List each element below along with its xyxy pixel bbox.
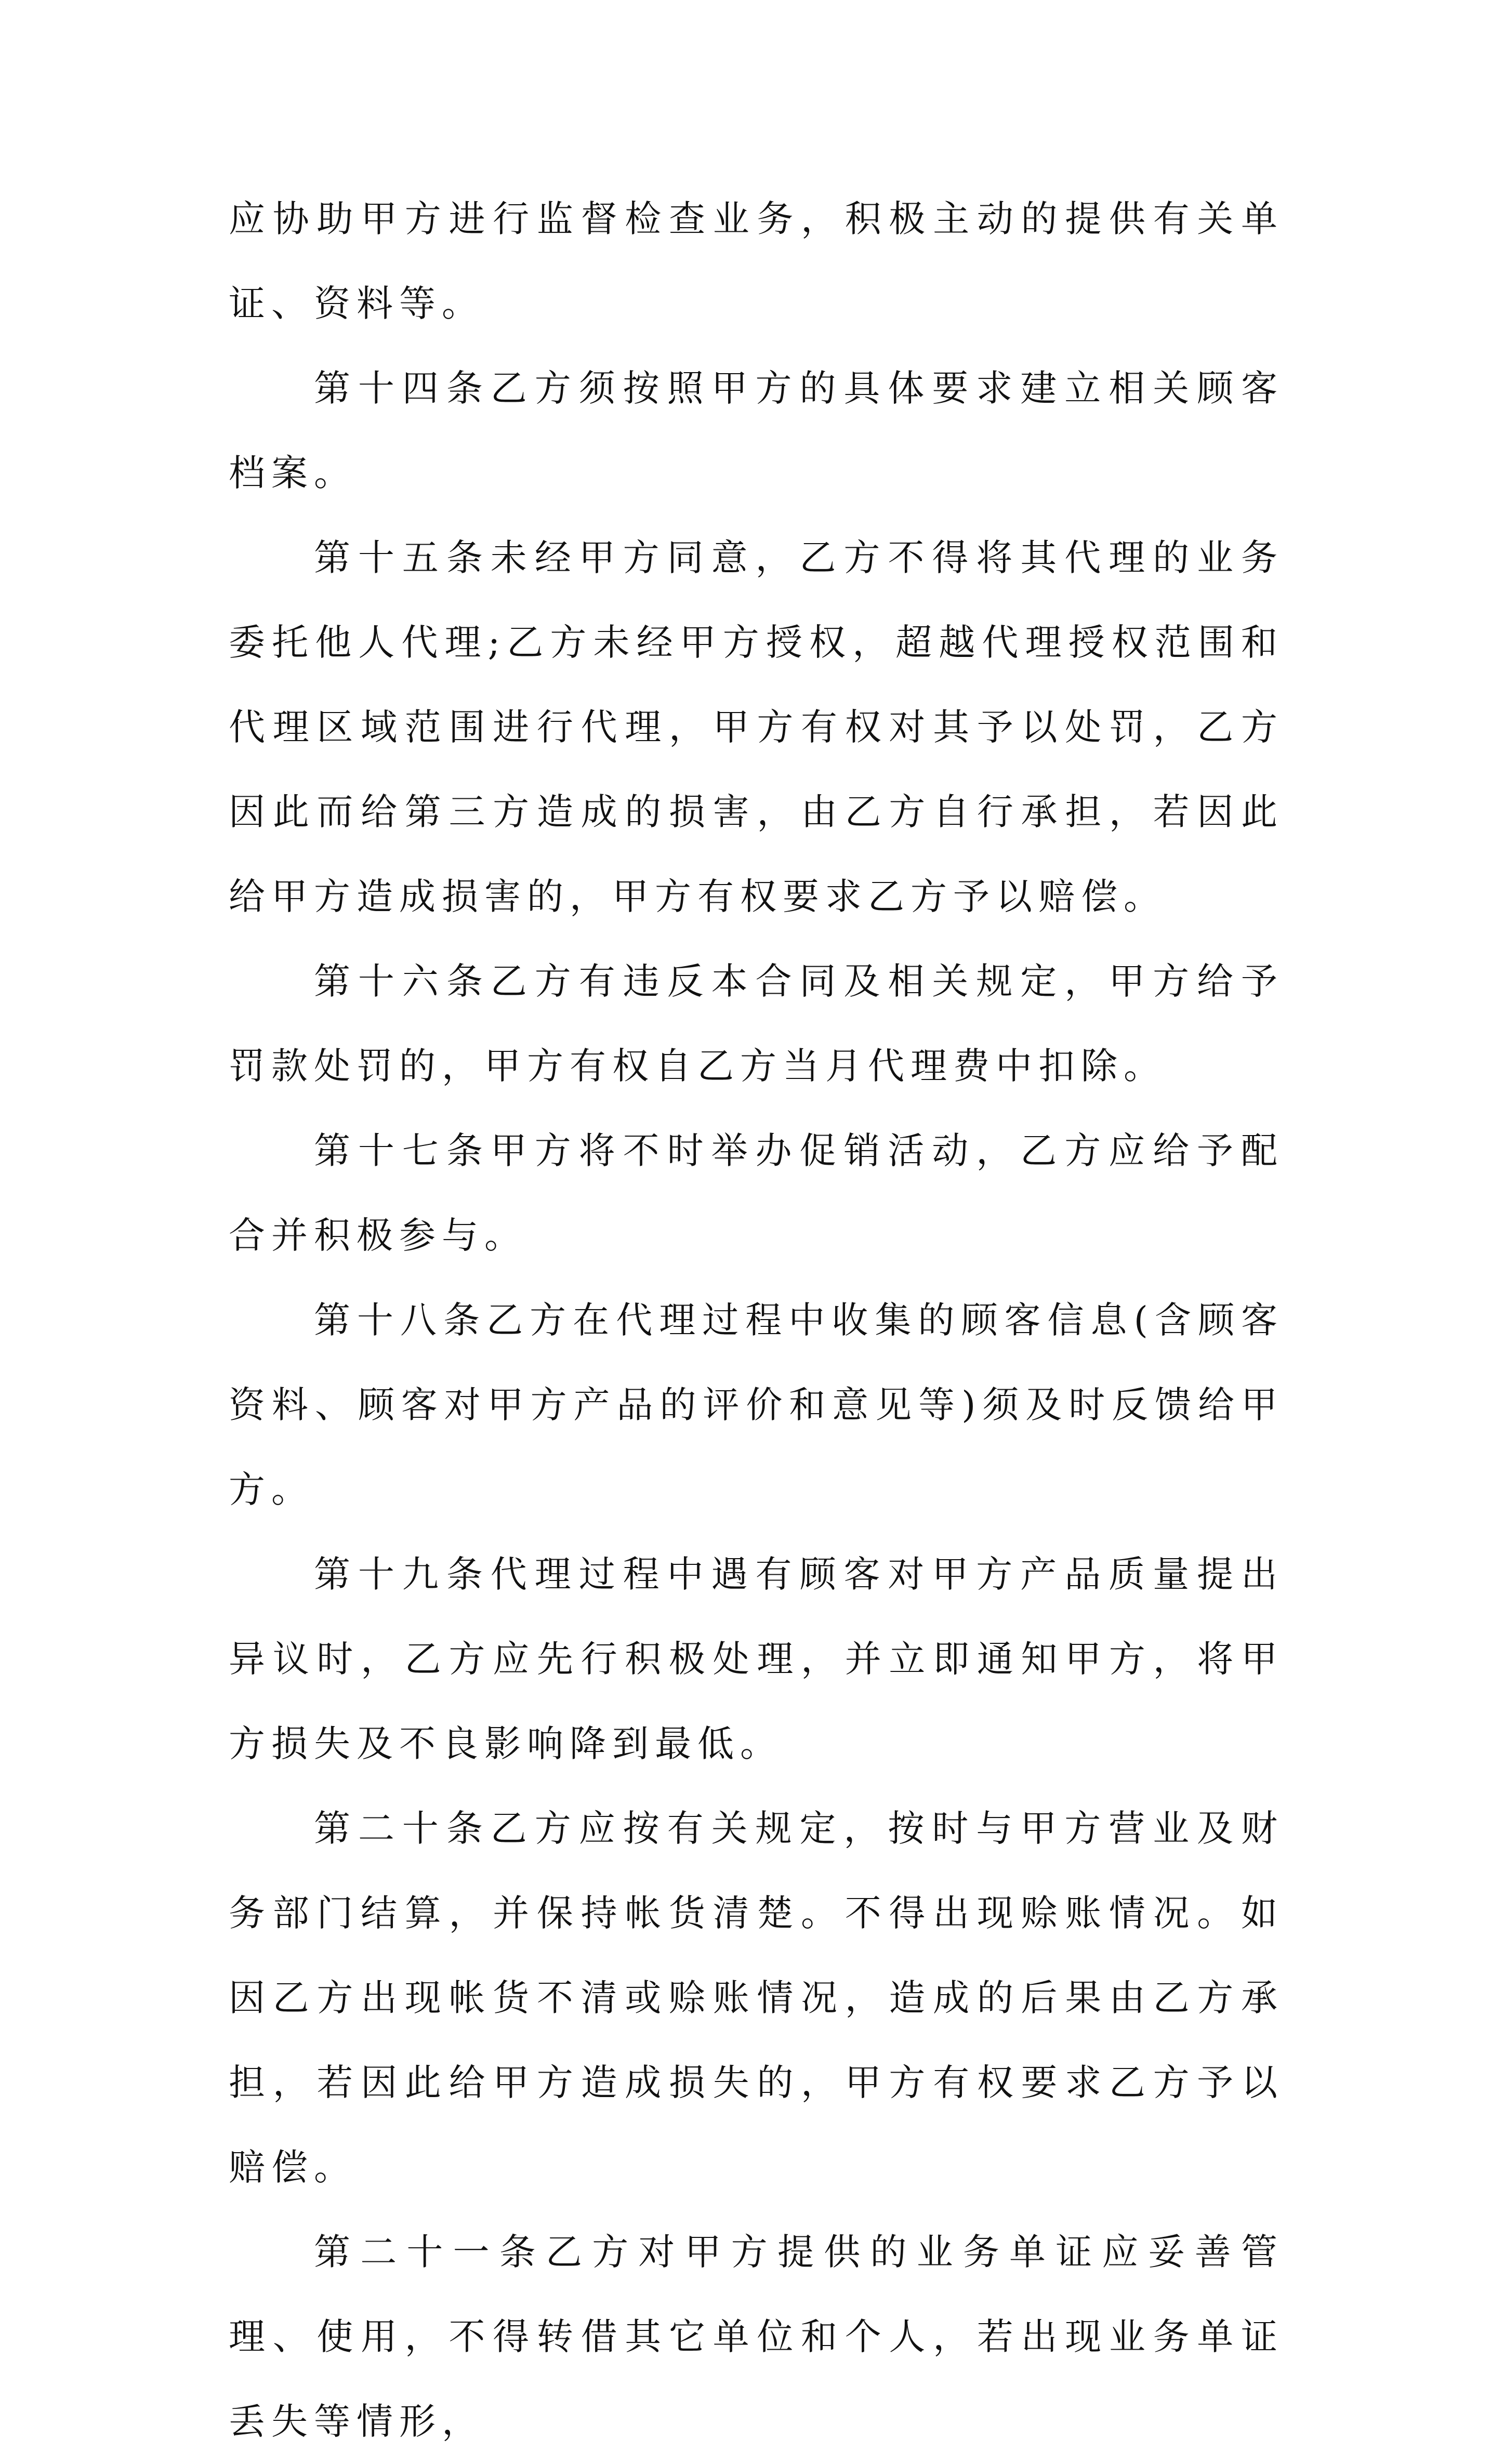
paragraph-continued: 应协助甲方进行监督检查业务，积极主动的提供有关单证、资料等。 [229,197,1284,325]
document-body [229,177,1284,2464]
paragraph-article-19: 第十九条代理过程中遇有顾客对甲方产品质量提出异议时，乙方应先行积极处理，并立即通知甲方，将甲方损失及不良影响降到最低。 [229,1553,1284,1765]
paragraph-article-18: 第十八条乙方在代理过程中收集的顾客信息(含顾客资料、顾客对甲方产品的评价和意见等)须及时反馈给甲方。 [229,1299,1284,1511]
paragraph-article-21: 第二十一条乙方对甲方提供的业务单证应妥善管理、使用，不得转借其它单位和个人，若出现业务单证丢失等情形， [229,2231,1284,2443]
paragraph-article-16: 第十六条乙方有违反本合同及相关规定，甲方给予罚款处罚的，甲方有权自乙方当月代理费中扣除。 [229,960,1284,1087]
paragraph-article-20: 第二十条乙方应按有关规定，按时与甲方营业及财务部门结算，并保持帐货清楚。不得出现赊账情况。如因乙方出现帐货不清或赊账情况，造成的后果由乙方承担，若因此给甲方造成损失的，甲方有权要求乙方予以赔偿。 [229,1807,1284,2189]
paragraph-article-17: 第十七条甲方将不时举办促销活动，乙方应给予配合并积极参与。 [229,1129,1284,1257]
paragraph-article-15: 第十五条未经甲方同意，乙方不得将其代理的业务委托他人代理;乙方未经甲方授权，超越代理授权范围和代理区域范围进行代理，甲方有权对其予以处罚，乙方因此而给第三方造成的损害，由乙方自行承担，若因此给甲方造成损害的，甲方有权要求乙方予以赔偿。 [229,536,1284,918]
paragraph-article-14: 第十四条乙方须按照甲方的具体要求建立相关顾客档案。 [229,367,1284,494]
